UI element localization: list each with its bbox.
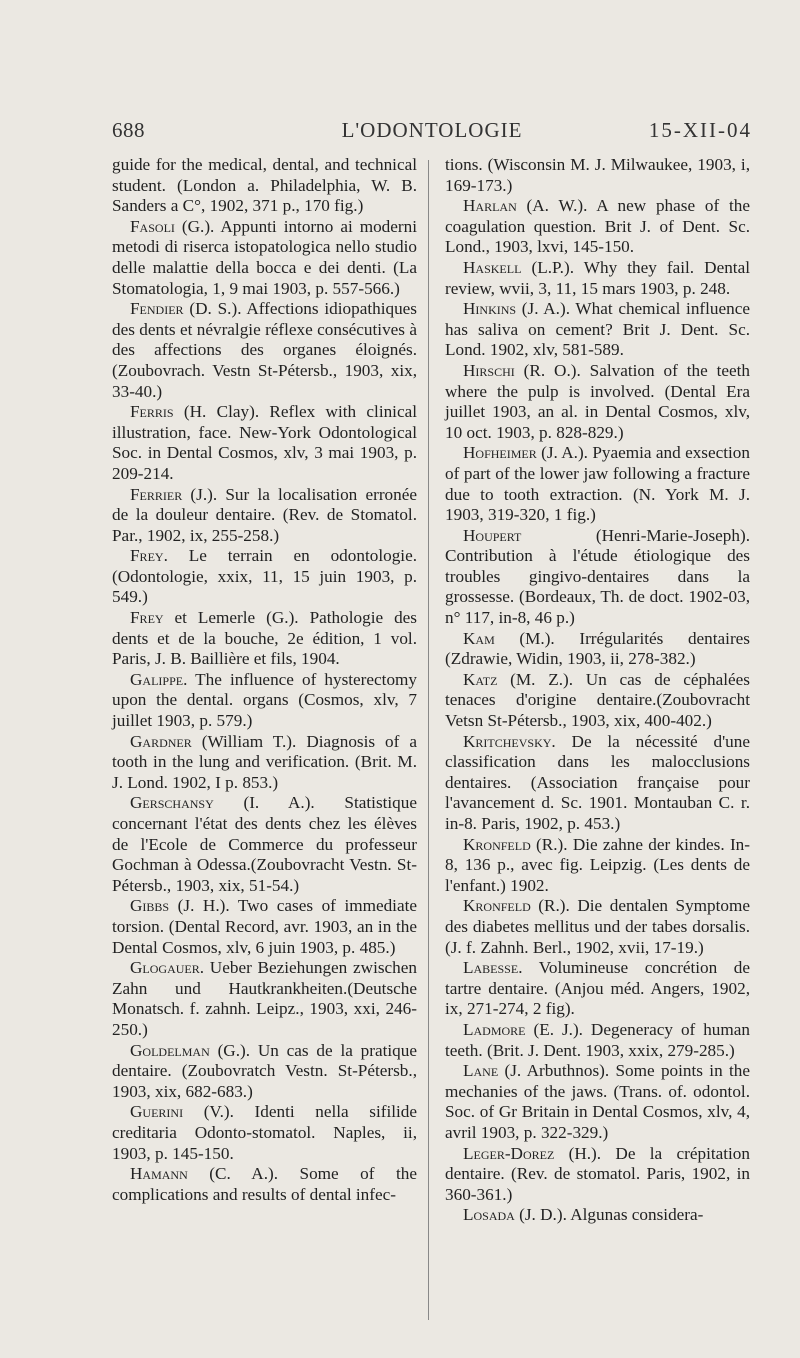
- bibliography-entry: [445, 443, 750, 525]
- bibliography-entry: [112, 485, 417, 547]
- entry-text: (J.). Sur la localisation erronée de la douleur dentaire. (Rev. de Stomatol. Par., 1902, ix, 255-258.): [112, 484, 417, 545]
- bibliography-entry: [445, 629, 750, 670]
- entry-author: Frey: [130, 608, 164, 628]
- journal-title: L'ODONTOLOGIE: [341, 118, 523, 142]
- entry-author: Gardner: [130, 731, 192, 751]
- entry-text: (R.). Die zahne der kindes. In-8, 136 p., avec fig. Leipzig. (Les dents de l'enfant.) 1902.: [445, 834, 750, 895]
- entry-text: (V.). Identi nella sifilide creditaria Odonto-stomatol. Naples, ii, 1903, p. 145-150.: [112, 1102, 417, 1163]
- entry-text: (A. W.). A new phase of the coagulation question. Brit J. of Dent. Sc. Lond., 1903, lxvi, 145-150.: [445, 196, 750, 257]
- bibliography-entry: [112, 1041, 417, 1103]
- bibliography-entry: [445, 958, 750, 1020]
- entry-text: (M. Z.). Un cas de céphalées tenaces d'origine dentaire.(Zoubovracht Vetsn St-Pétersb., 1903, xix, 400-402.): [445, 669, 750, 731]
- page-number: 688: [112, 118, 145, 142]
- entry-text: (M.). Irrégularités dentaires (Zdrawie, Widin, 1903, ii, 278-382.): [445, 628, 750, 669]
- entry-author: Fendier: [130, 299, 184, 319]
- bibliography-entry: [112, 299, 417, 402]
- bibliography-entry: [112, 732, 417, 794]
- entry-text: . Ueber Beziehungen zwischen Zahn und Hautkrankheiten.(Deutsche Monatsch. f. zahnh. Leipz., 1903, xxi, 246-250.): [112, 958, 417, 1039]
- entry-text: (L.P.). Why they fail. Dental review, wvii, 3, 11, 15 mars 1903, p. 248.: [445, 257, 750, 298]
- bibliography-entry: [445, 1144, 750, 1206]
- bibliography-entry: [112, 958, 417, 1040]
- bibliography-entry: [112, 896, 417, 958]
- bibliography-entry: [112, 793, 417, 896]
- bibliography-entry: [112, 155, 417, 217]
- entry-author: Gerschansy: [130, 793, 214, 813]
- entry-text: (G.). Appunti intorno ai moderni metodi di riserca istopatologica nello studio delle malattie della bocca e dei denti. (La Stomatologia, 1, 9 mai 1903, p. 557-566.): [112, 216, 417, 298]
- entry-text: (H.). De la crépitation dentaire. (Rev. de stomatol. Paris, 1902, in 360-361.): [445, 1143, 750, 1204]
- running-header: [112, 118, 752, 144]
- bibliography-entry: [445, 670, 750, 732]
- bibliography-entry: [445, 1061, 750, 1143]
- entry-text: guide for the medical, dental, and technical student. (London a. Philadelphia, W. B. Sanders a C°, 1902, 371 p., 170 fig.): [112, 155, 417, 216]
- bibliography-entry: [112, 546, 417, 608]
- entry-author: Ferrier: [130, 484, 183, 504]
- entry-text: (I. A.). Statistique concernant l'état des dents chez les élèves de l'Ecole de Commerce du professeur Gochman à Odessa.(Zoubovracht Vestn. St-Pétersb., 1903, xix, 51-54.): [112, 793, 417, 895]
- entry-text: (C. A.). Some of the complications and results of dental infec-: [112, 1164, 417, 1204]
- entry-text: (William T.). Diagnosis of a tooth in the lung and verification. (Brit. M. J. Lond. 1902, I p. 853.): [112, 731, 417, 792]
- entry-text: (R.). Die dentalen Symptome des diabetes mellitus und der tabes dorsalis. (J. f. Zahnh. Berl., 1902, xvii, 17-19.): [445, 896, 750, 957]
- entry-author: Lane: [463, 1061, 499, 1081]
- entry-text: (R. O.). Salvation of the teeth where the pulp is involved. (Dental Era juillet 1903, an al. in Dental Cosmos, xlv, 10 oct. 1903, p. 828-829.): [445, 360, 750, 442]
- bibliography-entry: [445, 361, 750, 443]
- entry-author: Kronfeld: [463, 834, 531, 854]
- entry-text: (J. H.). Two cases of immediate torsion. (Dental Record, avr. 1903, an in the Dental Cosmos, xlv, 6 juin 1903, p. 485.): [112, 896, 417, 957]
- entry-author: Fasoli: [130, 216, 175, 236]
- entry-text: . Le terrain en odontologie. (Odontologie, xxix, 11, 15 juin 1903, p. 549.): [112, 546, 417, 607]
- entry-text: (J. A.). What chemical influence has saliva on cement? Brit J. Dent. Sc. Lond. 1902, xlv, 581-589.: [445, 299, 750, 360]
- entry-text: (J. Arbuthnos). Some points in the mechanies of the jaws. (Trans. of. odontol. Soc. of Gr Britain in Dental Cosmos, xlv, 4, avril 1903, p. 322-329.): [445, 1061, 750, 1142]
- entry-text: . The influence of hysterectomy upon the dental. organs (Cosmos, xlv, 7 juillet 1903, p. 579.): [112, 669, 417, 731]
- entry-author: Harlan: [463, 196, 517, 216]
- left-column: [112, 155, 417, 1205]
- entry-author: Goldelman: [130, 1040, 210, 1060]
- column-divider: [428, 160, 429, 1320]
- entry-author: Glogauer: [130, 958, 200, 978]
- bibliography-entry: [445, 835, 750, 897]
- entry-author: Leger-Dorez: [463, 1143, 555, 1163]
- entry-author: Hinkins: [463, 299, 517, 319]
- bibliography-entry: [112, 1102, 417, 1164]
- entry-text: . De la nécessité d'une classification dans les malocclusions dentaires. (Association française pour l'avancement d. Sc. 1901. Montauban C. r. in-8. Paris, 1902, p. 453.): [445, 731, 750, 833]
- entry-author: Ferris: [130, 402, 174, 422]
- entry-author: Hirschi: [463, 360, 515, 380]
- bibliography-entry: [445, 196, 750, 258]
- entry-author: Houpert: [463, 525, 522, 545]
- entry-author: Ladmore: [463, 1019, 526, 1039]
- entry-author: Labesse: [463, 958, 519, 978]
- entry-text: . Volumineuse concrétion de tartre dentaire. (Anjou méd. Angers, 1902, ix, 271-274, 2 fig).: [445, 958, 750, 1019]
- bibliography-entry: [112, 217, 417, 299]
- entry-author: Hofheimer: [463, 443, 537, 463]
- bibliography-entry: [445, 1020, 750, 1061]
- bibliography-entry: [445, 526, 750, 629]
- bibliography-entry: [445, 896, 750, 958]
- entry-text: tions. (Wisconsin M. J. Milwaukee, 1903, i, 169-173.): [445, 155, 750, 195]
- entry-author: Frey: [130, 546, 164, 566]
- bibliography-entry: [112, 670, 417, 732]
- entry-author: Hamann: [130, 1164, 188, 1184]
- bibliography-entry: [112, 1164, 417, 1205]
- entry-text: (D. S.). Affections idiopathiques des dents et névralgie réflexe consécutives à des affections des organes éloignés. (Zoubovrach. Vestn St-Pétersb., 1903, xix, 33-40.): [112, 299, 417, 401]
- bibliography-entry: [445, 155, 750, 196]
- bibliography-entry: [445, 1205, 750, 1226]
- entry-author: Haskell: [463, 257, 522, 277]
- bibliography-entry: [112, 608, 417, 670]
- issue-date: 15-XII-04: [648, 118, 752, 142]
- bibliography-entry: [445, 299, 750, 361]
- entry-text: et Lemerle (G.). Pathologie des dents et de la bouche, 2e édition, 1 vol. Paris, J. B. Baillière et fils, 1904.: [112, 608, 417, 669]
- entry-author: Losada: [463, 1205, 515, 1225]
- entry-author: Galippe: [130, 669, 184, 689]
- entry-text: (H. Clay). Reflex with clinical illustration, face. New-York Odontological Soc. in Dental Cosmos, xlv, 3 mai 1903, p. 209-214.: [112, 402, 417, 483]
- right-column: [445, 155, 750, 1226]
- bibliography-entry: [445, 258, 750, 299]
- entry-text: (G.). Un cas de la pratique dentaire. (Zoubovratch Vestn. St-Pétersb., 1903, xix, 682-683.): [112, 1040, 417, 1101]
- entry-author: Kam: [463, 628, 495, 648]
- bibliography-entry: [112, 402, 417, 484]
- entry-author: Katz: [463, 669, 498, 689]
- entry-author: Kronfeld: [463, 896, 531, 916]
- entry-author: Gibbs: [130, 896, 170, 916]
- entry-text: (E. J.). Degeneracy of human teeth. (Brit. J. Dent. 1903, xxix, 279-285.): [445, 1019, 750, 1060]
- entry-text: (J. D.). Algunas considera-: [514, 1205, 704, 1225]
- entry-author: Guerini: [130, 1102, 184, 1122]
- entry-text: (J. A.). Pyaemia and exsection of part of the lower jaw following a fracture due to tooth extraction. (N. York M. J. 1903, 319-320, 1 fig.): [445, 443, 750, 525]
- entry-text: (Henri-Marie-Joseph). Contribution à l'étude étiologique des troubles gingivo-dentaires dans la grossesse. (Bordeaux, Th. de doct. 1902-03, n° 117, in-8, 46 p.): [445, 525, 750, 628]
- bibliography-entry: [445, 732, 750, 835]
- entry-author: Kritchevsky: [463, 731, 552, 751]
